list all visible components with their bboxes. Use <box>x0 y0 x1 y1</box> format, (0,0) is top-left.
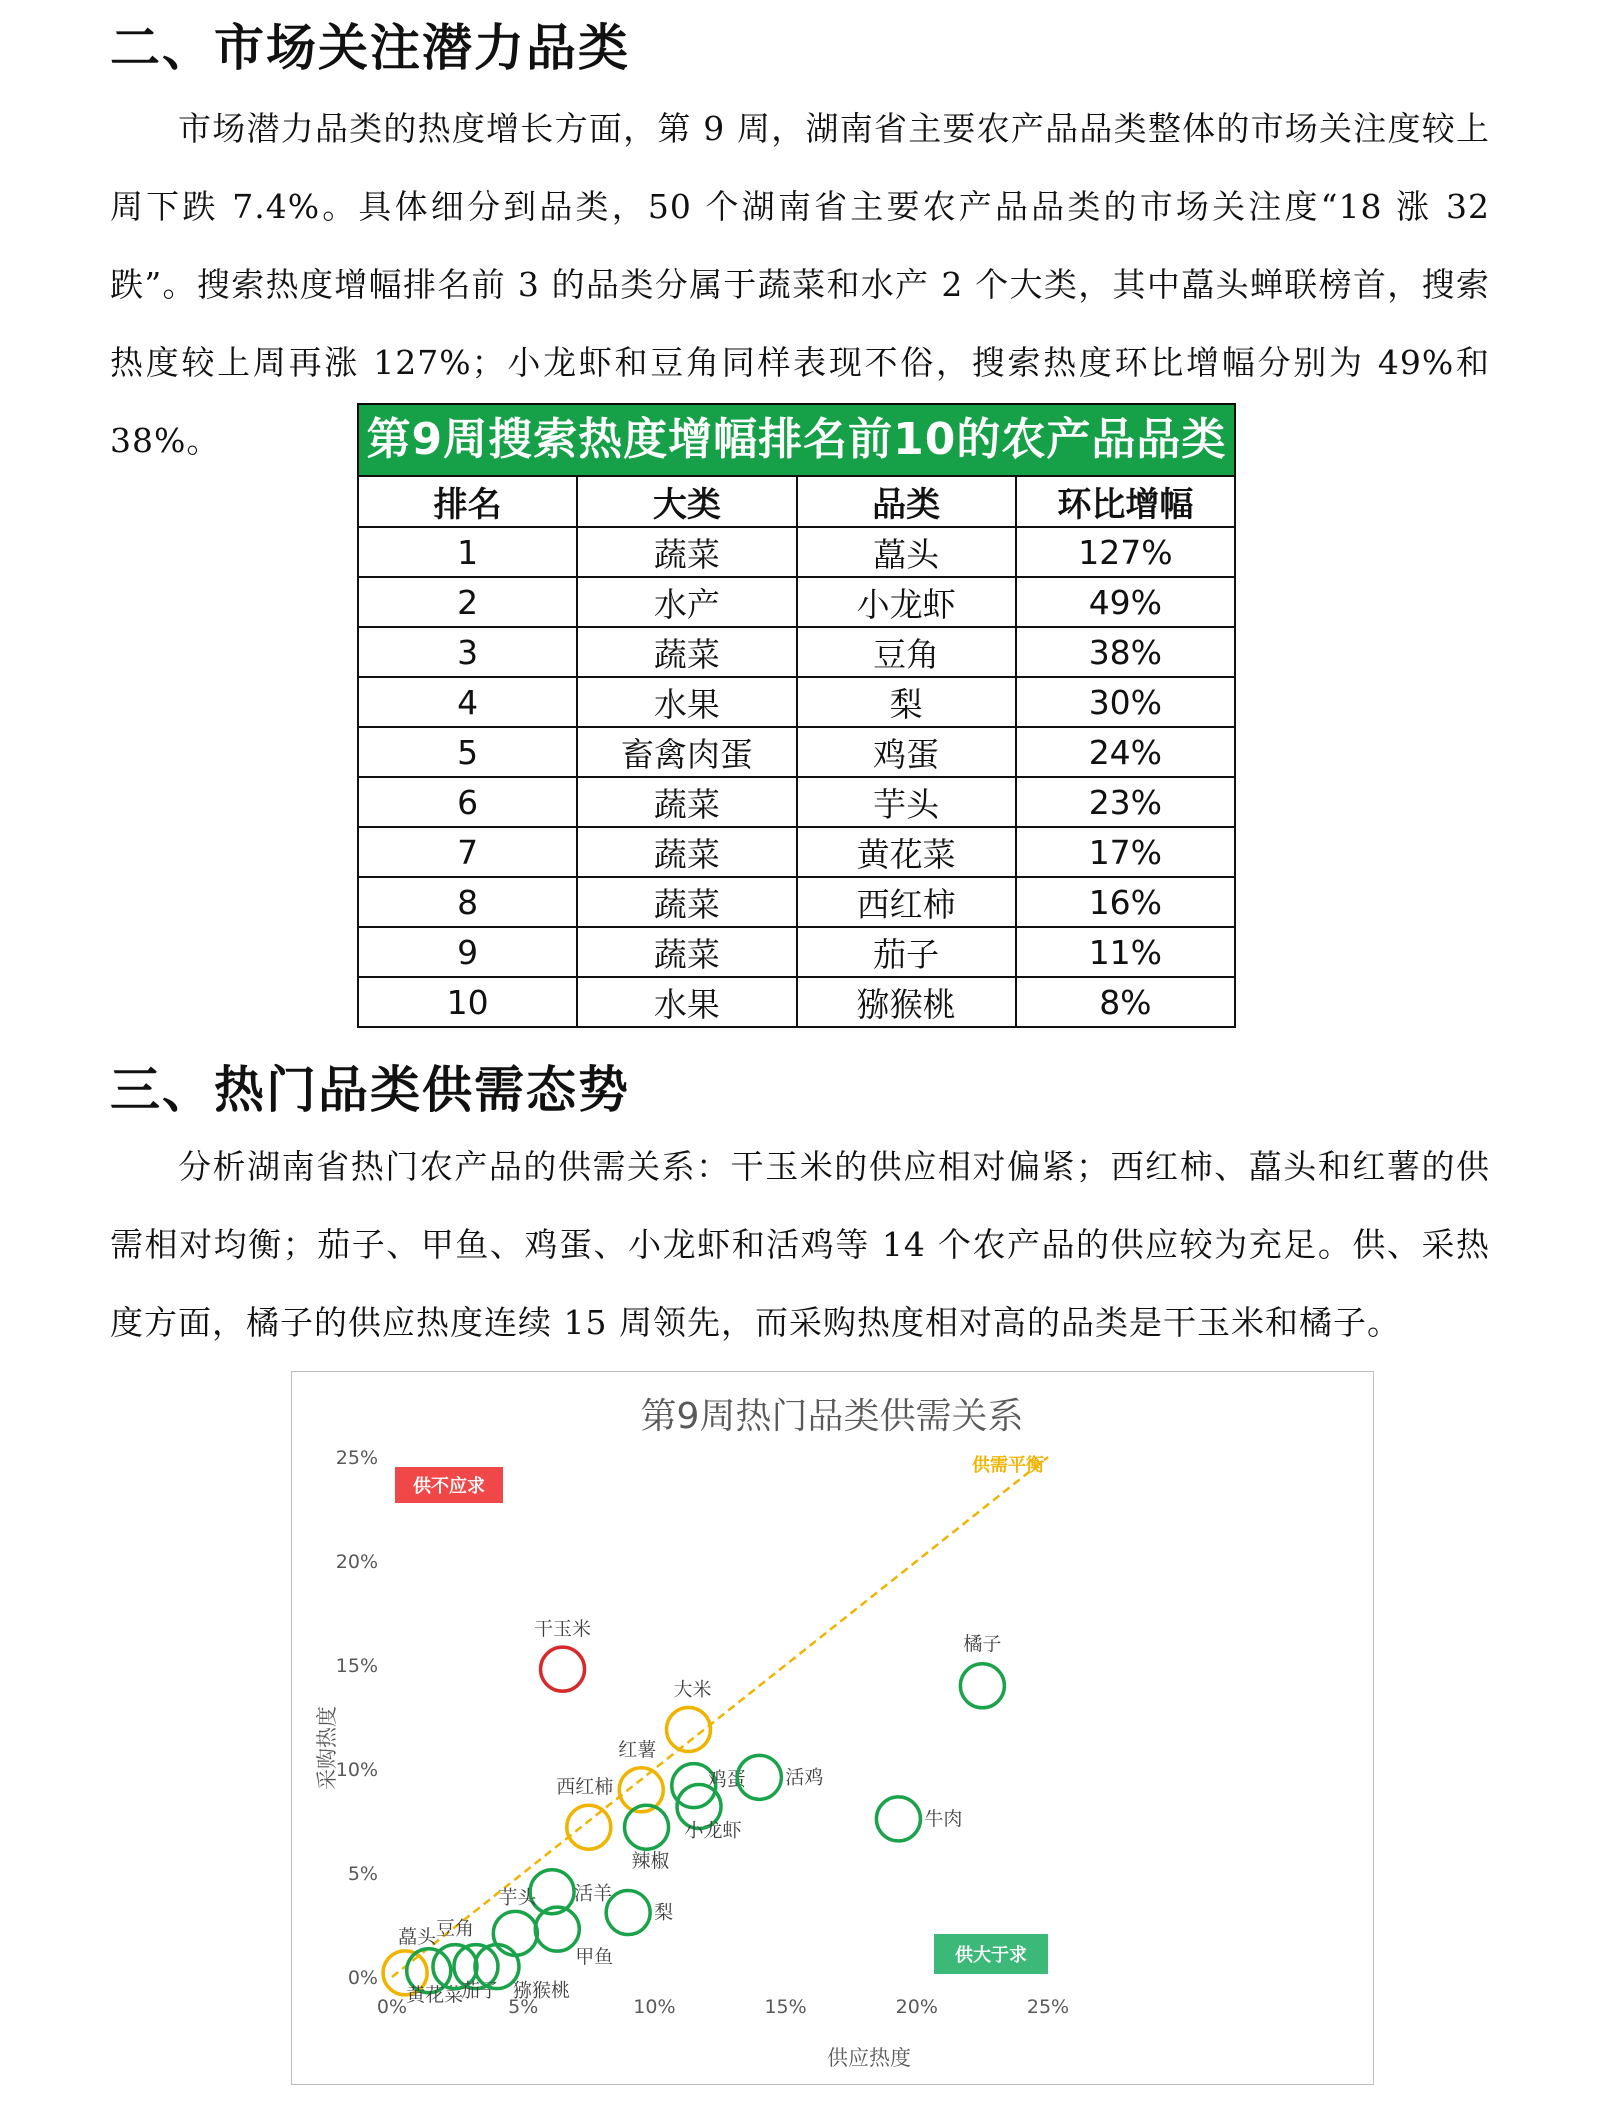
badge-tight-label: 供不应求 <box>413 1476 485 1497</box>
point-marker <box>567 1805 611 1849</box>
rank-cell: 8 <box>358 877 577 927</box>
header-category: 大类 <box>577 476 796 527</box>
table-row <box>358 577 1235 627</box>
point-label: 活羊 <box>574 1882 613 1905</box>
table-row <box>358 677 1235 727</box>
point-label: 红薯 <box>618 1738 657 1761</box>
category-cell: 蔬菜 <box>577 627 796 677</box>
category-cell: 畜禽肉蛋 <box>577 727 796 777</box>
rank-cell: 7 <box>358 827 577 877</box>
x-tick-label: 20% <box>895 1996 938 2018</box>
rank-cell: 9 <box>358 927 577 977</box>
rank-cell: 2 <box>358 577 577 627</box>
balance-line <box>392 1457 1048 1977</box>
point-label: 豆角 <box>435 1917 474 1940</box>
category-cell: 蔬菜 <box>577 877 796 927</box>
item-cell: 梨 <box>797 677 1016 727</box>
category-cell: 水果 <box>577 977 796 1027</box>
point-label: 大米 <box>673 1678 712 1701</box>
table-row <box>358 827 1235 877</box>
x-tick-label: 25% <box>1026 1996 1070 2018</box>
y-tick-label: 0% <box>347 1967 378 1989</box>
x-tick-label: 15% <box>764 1996 807 2018</box>
chart-svg <box>292 1372 1373 2084</box>
chart-title: 第9周热门品类供需关系 <box>640 1396 1024 1437</box>
growth-cell: 38% <box>1016 627 1235 677</box>
y-tick-label: 20% <box>335 1551 378 1573</box>
item-cell: 黄花菜 <box>797 827 1016 877</box>
point-label: 黄花菜 <box>406 1983 464 2006</box>
supply-demand-chart <box>291 1371 1374 2085</box>
point-label: 藠头 <box>398 1925 437 1948</box>
item-cell: 猕猴桃 <box>797 977 1016 1027</box>
item-cell: 西红柿 <box>797 877 1016 927</box>
badge-ample-label: 供大于求 <box>955 1945 1027 1966</box>
category-cell: 水产 <box>577 577 796 627</box>
point-label: 梨 <box>654 1901 674 1924</box>
category-cell: 蔬菜 <box>577 827 796 877</box>
table-title: 第9周搜索热度增幅排名前10的农产品品类 <box>357 403 1236 475</box>
rank-cell: 1 <box>358 527 577 577</box>
growth-cell: 24% <box>1016 727 1235 777</box>
point-label: 辣椒 <box>631 1850 670 1873</box>
item-cell: 茄子 <box>797 927 1016 977</box>
point-label: 橘子 <box>963 1632 1002 1655</box>
table-row <box>358 777 1235 827</box>
table-row <box>358 877 1235 927</box>
balance-line-label: 供需平衡 <box>972 1455 1044 1476</box>
point-label: 芋头 <box>498 1886 537 1909</box>
category-cell: 蔬菜 <box>577 777 796 827</box>
category-cell: 蔬菜 <box>577 927 796 977</box>
point-marker <box>606 1891 650 1935</box>
header-rank: 排名 <box>358 476 577 527</box>
x-tick-label: 10% <box>633 1996 676 2018</box>
rank-cell: 4 <box>358 677 577 727</box>
y-tick-label: 25% <box>335 1447 378 1469</box>
growth-cell: 11% <box>1016 927 1235 977</box>
growth-cell: 17% <box>1016 827 1235 877</box>
growth-cell: 8% <box>1016 977 1235 1027</box>
category-cell: 蔬菜 <box>577 527 796 577</box>
section3-heading: 三、热门品类供需态势 <box>110 1061 630 1119</box>
header-item: 品类 <box>797 476 1016 527</box>
y-tick-label: 5% <box>347 1863 378 1885</box>
point-marker <box>876 1797 920 1841</box>
header-growth: 环比增幅 <box>1016 476 1235 527</box>
rank-cell: 10 <box>358 977 577 1027</box>
table-row <box>358 527 1235 577</box>
x-tick-label: 5% <box>508 1996 539 2018</box>
point-label: 茄子 <box>460 1979 499 2002</box>
growth-cell: 23% <box>1016 777 1235 827</box>
section3-paragraph: 分析湖南省热门农产品的供需关系：干玉米的供应相对偏紧；西红柿、藠头和红薯的供需相对均衡；茄子、甲鱼、鸡蛋、小龙虾和活鸡等 14 个农产品的供应较为充足。供、采热度方面，橘子的供应热度连续 15 周领先，而采购热度相对高的品类是干玉米和橘子。 <box>110 1147 1490 1342</box>
point-label: 猕猴桃 <box>512 1979 570 2002</box>
item-cell: 小龙虾 <box>797 577 1016 627</box>
point-label: 小龙虾 <box>684 1819 742 1842</box>
table-row <box>358 727 1235 777</box>
point-label: 鸡蛋 <box>707 1768 746 1791</box>
point-marker <box>541 1647 585 1691</box>
rank-cell: 5 <box>358 727 577 777</box>
item-cell: 芋头 <box>797 777 1016 827</box>
point-label: 西红柿 <box>556 1776 614 1799</box>
point-label: 牛肉 <box>924 1807 963 1830</box>
item-cell: 藠头 <box>797 527 1016 577</box>
growth-cell: 127% <box>1016 527 1235 577</box>
growth-cell: 30% <box>1016 677 1235 727</box>
category-cell: 水果 <box>577 677 796 727</box>
table-row <box>358 627 1235 677</box>
table-header-row <box>358 476 1235 527</box>
point-marker <box>493 1911 537 1955</box>
chart-y-label: 采购热度 <box>315 1706 339 1790</box>
point-marker <box>960 1664 1004 1708</box>
y-tick-label: 15% <box>335 1655 378 1677</box>
point-marker <box>667 1707 711 1751</box>
item-cell: 豆角 <box>797 627 1016 677</box>
rank-cell: 6 <box>358 777 577 827</box>
rank-cell: 3 <box>358 627 577 677</box>
section2-paragraph: 市场潜力品类的热度增长方面，第 9 周，湖南省主要农产品品类整体的市场关注度较上周下跌 7.4%。具体细分到品类，50 个湖南省主要农产品品类的市场关注度“18 涨 32 跌”。搜索热度增幅排名前 3 的品类分属于蔬菜和水产 2 个大类，其中藠头蝉联榜首，搜索热度较上周再涨 127%；小龙虾和豆角同样表现不俗，搜索热度环比增幅分别为 49%和 38%。 <box>110 109 1490 460</box>
point-label: 甲鱼 <box>575 1946 614 1969</box>
table-row <box>358 927 1235 977</box>
item-cell: 鸡蛋 <box>797 727 1016 777</box>
point-label: 活鸡 <box>785 1766 824 1789</box>
y-tick-label: 10% <box>335 1759 378 1781</box>
x-tick-label: 0% <box>376 1996 408 2018</box>
growth-cell: 16% <box>1016 877 1235 927</box>
growth-cell: 49% <box>1016 577 1235 627</box>
table-row <box>358 977 1235 1027</box>
section2-heading: 二、市场关注潜力品类 <box>110 19 630 77</box>
point-label: 干玉米 <box>534 1618 592 1641</box>
chart-x-label: 供应热度 <box>827 2046 911 2070</box>
ranking-table <box>357 403 1236 1028</box>
